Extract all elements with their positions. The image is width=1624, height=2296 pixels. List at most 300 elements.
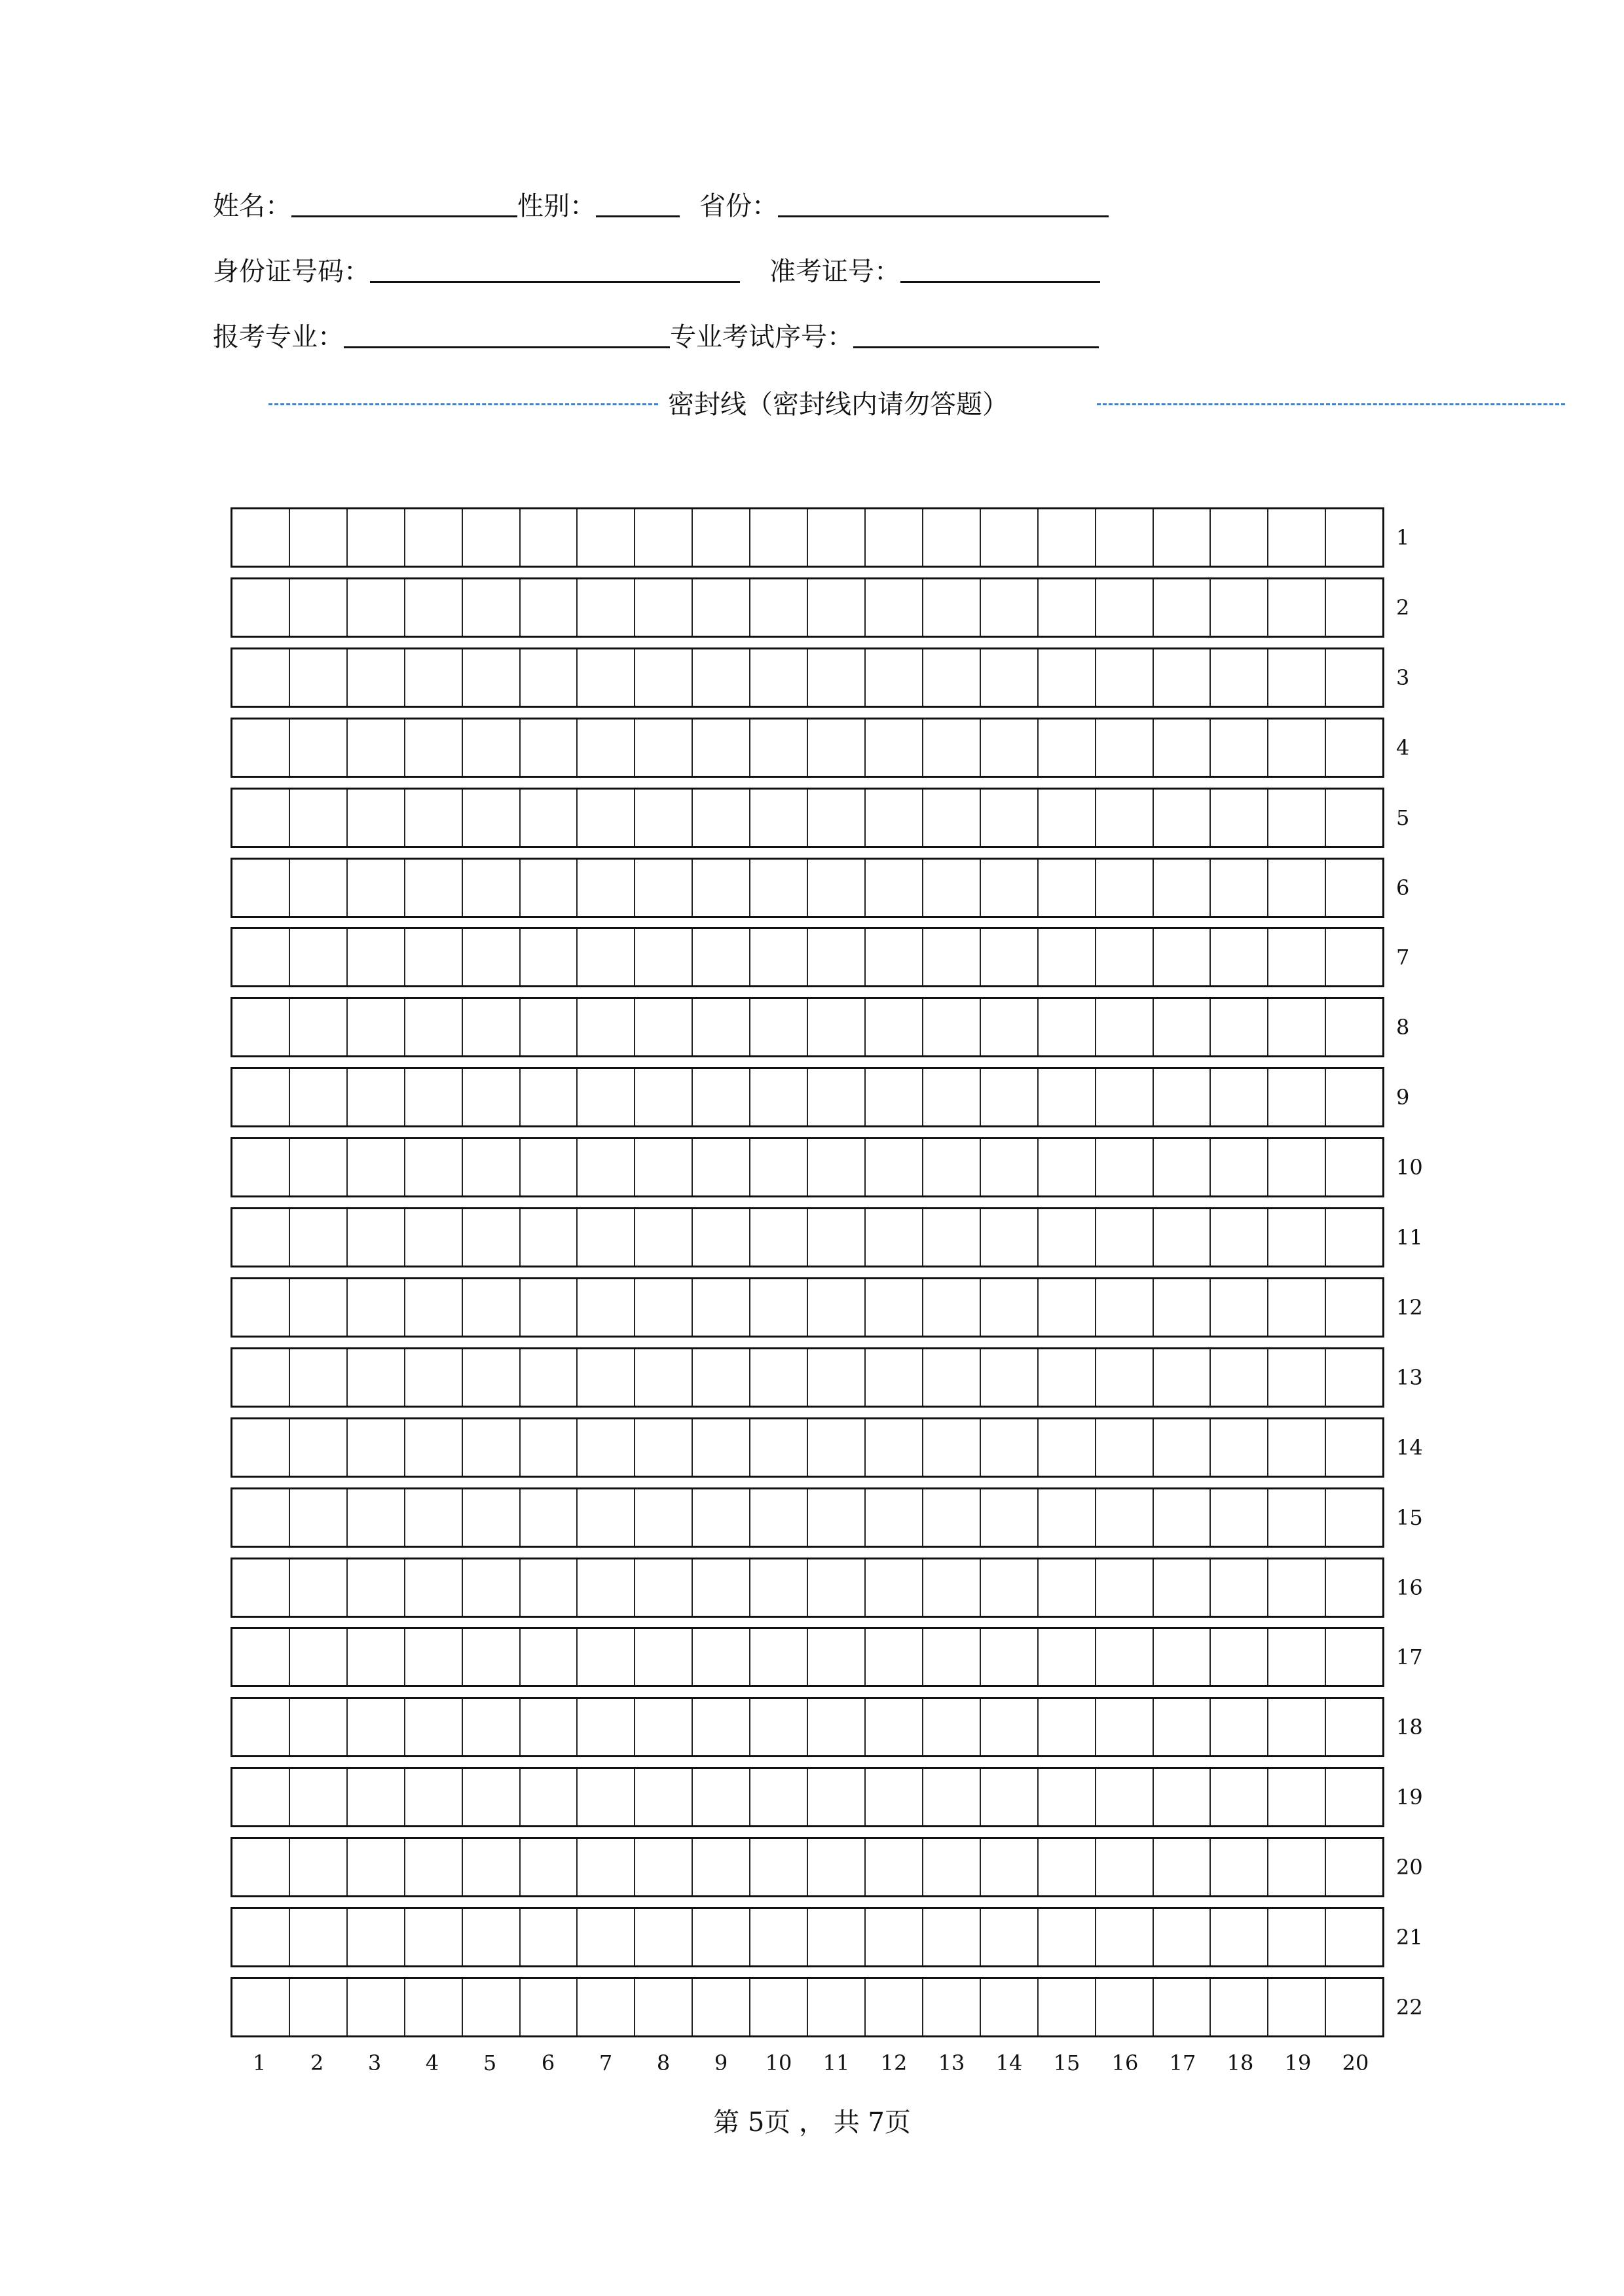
grid-cell[interactable] bbox=[923, 1629, 981, 1685]
grid-cell[interactable] bbox=[1039, 999, 1096, 1055]
grid-cell[interactable] bbox=[981, 1699, 1039, 1755]
grid-cell[interactable] bbox=[463, 1839, 521, 1895]
grid-cell[interactable] bbox=[1039, 1139, 1096, 1195]
grid-cell[interactable] bbox=[1326, 1839, 1382, 1895]
grid-cell[interactable] bbox=[290, 999, 348, 1055]
grid-cell[interactable] bbox=[750, 1559, 808, 1616]
grid-cell[interactable] bbox=[635, 1559, 693, 1616]
grid-cell[interactable] bbox=[578, 1069, 635, 1125]
grid-cell[interactable] bbox=[1268, 1139, 1326, 1195]
grid-cell[interactable] bbox=[866, 860, 923, 916]
grid-cell[interactable] bbox=[1154, 790, 1211, 846]
grid-cell[interactable] bbox=[1211, 579, 1268, 636]
grid-cell[interactable] bbox=[750, 509, 808, 566]
grid-cell[interactable] bbox=[1096, 1209, 1154, 1266]
grid-cell[interactable] bbox=[808, 509, 866, 566]
grid-cell[interactable] bbox=[405, 860, 463, 916]
grid-cell[interactable] bbox=[693, 649, 750, 706]
grid-cell[interactable] bbox=[750, 720, 808, 776]
grid-cell[interactable] bbox=[1326, 1699, 1382, 1755]
grid-cell[interactable] bbox=[1268, 1979, 1326, 2035]
grid-cell[interactable] bbox=[463, 1979, 521, 2035]
grid-cell[interactable] bbox=[290, 1769, 348, 1825]
grid-cell[interactable] bbox=[1211, 649, 1268, 706]
grid-cell[interactable] bbox=[1154, 1349, 1211, 1406]
grid-cell[interactable] bbox=[578, 1839, 635, 1895]
grid-cell[interactable] bbox=[405, 720, 463, 776]
grid-cell[interactable] bbox=[1268, 1699, 1326, 1755]
grid-cell[interactable] bbox=[1211, 999, 1268, 1055]
grid-cell[interactable] bbox=[750, 1419, 808, 1476]
grid-cell[interactable] bbox=[1268, 1629, 1326, 1685]
grid-cell[interactable] bbox=[693, 720, 750, 776]
grid-cell[interactable] bbox=[923, 509, 981, 566]
grid-cell[interactable] bbox=[463, 1279, 521, 1336]
grid-cell[interactable] bbox=[635, 1489, 693, 1546]
gender-field[interactable] bbox=[596, 215, 680, 217]
grid-cell[interactable] bbox=[866, 1559, 923, 1616]
grid-cell[interactable] bbox=[1039, 929, 1096, 985]
grid-cell[interactable] bbox=[290, 1209, 348, 1266]
grid-cell[interactable] bbox=[808, 1209, 866, 1266]
grid-cell[interactable] bbox=[981, 1769, 1039, 1825]
grid-cell[interactable] bbox=[1096, 1769, 1154, 1825]
grid-cell[interactable] bbox=[981, 509, 1039, 566]
grid-cell[interactable] bbox=[693, 929, 750, 985]
grid-cell[interactable] bbox=[808, 1349, 866, 1406]
grid-cell[interactable] bbox=[923, 860, 981, 916]
grid-cell[interactable] bbox=[866, 1909, 923, 1965]
grid-cell[interactable] bbox=[463, 1909, 521, 1965]
grid-cell[interactable] bbox=[232, 1489, 290, 1546]
grid-cell[interactable] bbox=[232, 1559, 290, 1616]
grid-cell[interactable] bbox=[1211, 929, 1268, 985]
grid-cell[interactable] bbox=[578, 929, 635, 985]
grid-cell[interactable] bbox=[405, 1489, 463, 1546]
grid-cell[interactable] bbox=[1039, 1559, 1096, 1616]
grid-cell[interactable] bbox=[463, 790, 521, 846]
grid-cell[interactable] bbox=[693, 1209, 750, 1266]
grid-cell[interactable] bbox=[1326, 790, 1382, 846]
grid-cell[interactable] bbox=[635, 1139, 693, 1195]
grid-cell[interactable] bbox=[232, 999, 290, 1055]
grid-cell[interactable] bbox=[981, 1839, 1039, 1895]
grid-cell[interactable] bbox=[1096, 999, 1154, 1055]
grid-cell[interactable] bbox=[981, 1419, 1039, 1476]
grid-cell[interactable] bbox=[1154, 1629, 1211, 1685]
grid-cell[interactable] bbox=[1154, 1069, 1211, 1125]
grid-cell[interactable] bbox=[463, 1139, 521, 1195]
grid-cell[interactable] bbox=[232, 649, 290, 706]
grid-cell[interactable] bbox=[808, 1769, 866, 1825]
grid-cell[interactable] bbox=[693, 1279, 750, 1336]
grid-cell[interactable] bbox=[348, 649, 405, 706]
grid-cell[interactable] bbox=[750, 1769, 808, 1825]
grid-cell[interactable] bbox=[1268, 999, 1326, 1055]
grid-cell[interactable] bbox=[463, 649, 521, 706]
grid-cell[interactable] bbox=[290, 1909, 348, 1965]
grid-cell[interactable] bbox=[635, 1419, 693, 1476]
grid-cell[interactable] bbox=[521, 1069, 578, 1125]
grid-cell[interactable] bbox=[981, 720, 1039, 776]
grid-cell[interactable] bbox=[808, 1629, 866, 1685]
grid-cell[interactable] bbox=[578, 1349, 635, 1406]
grid-cell[interactable] bbox=[463, 1349, 521, 1406]
grid-cell[interactable] bbox=[463, 999, 521, 1055]
grid-cell[interactable] bbox=[521, 1489, 578, 1546]
grid-cell[interactable] bbox=[693, 579, 750, 636]
grid-cell[interactable] bbox=[1039, 1699, 1096, 1755]
grid-cell[interactable] bbox=[578, 1769, 635, 1825]
grid-cell[interactable] bbox=[521, 860, 578, 916]
grid-cell[interactable] bbox=[578, 860, 635, 916]
grid-cell[interactable] bbox=[808, 860, 866, 916]
grid-cell[interactable] bbox=[808, 1979, 866, 2035]
grid-cell[interactable] bbox=[405, 1699, 463, 1755]
grid-cell[interactable] bbox=[866, 999, 923, 1055]
grid-cell[interactable] bbox=[348, 1349, 405, 1406]
grid-cell[interactable] bbox=[521, 1979, 578, 2035]
grid-cell[interactable] bbox=[521, 649, 578, 706]
grid-cell[interactable] bbox=[1096, 1279, 1154, 1336]
grid-cell[interactable] bbox=[1268, 1419, 1326, 1476]
grid-cell[interactable] bbox=[981, 1489, 1039, 1546]
grid-cell[interactable] bbox=[1096, 860, 1154, 916]
grid-cell[interactable] bbox=[1211, 1769, 1268, 1825]
grid-cell[interactable] bbox=[348, 1559, 405, 1616]
grid-cell[interactable] bbox=[923, 1559, 981, 1616]
grid-cell[interactable] bbox=[1096, 1349, 1154, 1406]
grid-cell[interactable] bbox=[981, 579, 1039, 636]
grid-cell[interactable] bbox=[635, 1839, 693, 1895]
grid-cell[interactable] bbox=[290, 720, 348, 776]
grid-cell[interactable] bbox=[348, 1279, 405, 1336]
grid-cell[interactable] bbox=[348, 1419, 405, 1476]
grid-cell[interactable] bbox=[693, 509, 750, 566]
grid-cell[interactable] bbox=[923, 1979, 981, 2035]
grid-cell[interactable] bbox=[1268, 1769, 1326, 1825]
grid-cell[interactable] bbox=[232, 1069, 290, 1125]
grid-cell[interactable] bbox=[1326, 1979, 1382, 2035]
grid-cell[interactable] bbox=[693, 1069, 750, 1125]
grid-cell[interactable] bbox=[1268, 509, 1326, 566]
grid-cell[interactable] bbox=[348, 1629, 405, 1685]
grid-cell[interactable] bbox=[578, 790, 635, 846]
grid-cell[interactable] bbox=[1039, 860, 1096, 916]
grid-cell[interactable] bbox=[1326, 1489, 1382, 1546]
grid-cell[interactable] bbox=[1154, 1489, 1211, 1546]
grid-cell[interactable] bbox=[693, 1839, 750, 1895]
grid-cell[interactable] bbox=[1211, 1419, 1268, 1476]
grid-cell[interactable] bbox=[521, 1909, 578, 1965]
grid-cell[interactable] bbox=[750, 1279, 808, 1336]
grid-cell[interactable] bbox=[866, 1979, 923, 2035]
grid-cell[interactable] bbox=[1096, 579, 1154, 636]
grid-cell[interactable] bbox=[1211, 1139, 1268, 1195]
province-field[interactable] bbox=[778, 215, 1109, 217]
grid-cell[interactable] bbox=[750, 999, 808, 1055]
grid-cell[interactable] bbox=[1154, 1699, 1211, 1755]
grid-cell[interactable] bbox=[521, 1139, 578, 1195]
grid-cell[interactable] bbox=[866, 1629, 923, 1685]
grid-cell[interactable] bbox=[1096, 1979, 1154, 2035]
grid-cell[interactable] bbox=[405, 1209, 463, 1266]
grid-cell[interactable] bbox=[981, 1559, 1039, 1616]
grid-cell[interactable] bbox=[923, 1069, 981, 1125]
grid-cell[interactable] bbox=[635, 1769, 693, 1825]
grid-cell[interactable] bbox=[348, 929, 405, 985]
grid-cell[interactable] bbox=[1039, 720, 1096, 776]
grid-cell[interactable] bbox=[405, 1069, 463, 1125]
grid-cell[interactable] bbox=[693, 1979, 750, 2035]
grid-cell[interactable] bbox=[981, 649, 1039, 706]
grid-cell[interactable] bbox=[521, 509, 578, 566]
grid-cell[interactable] bbox=[1268, 649, 1326, 706]
grid-cell[interactable] bbox=[1154, 1279, 1211, 1336]
grid-cell[interactable] bbox=[750, 929, 808, 985]
grid-cell[interactable] bbox=[693, 1699, 750, 1755]
grid-cell[interactable] bbox=[348, 1909, 405, 1965]
grid-cell[interactable] bbox=[1154, 860, 1211, 916]
grid-cell[interactable] bbox=[232, 720, 290, 776]
grid-cell[interactable] bbox=[981, 929, 1039, 985]
grid-cell[interactable] bbox=[521, 1279, 578, 1336]
grid-cell[interactable] bbox=[521, 1209, 578, 1266]
grid-cell[interactable] bbox=[1096, 1139, 1154, 1195]
grid-cell[interactable] bbox=[463, 1629, 521, 1685]
grid-cell[interactable] bbox=[578, 1629, 635, 1685]
grid-cell[interactable] bbox=[1326, 1629, 1382, 1685]
grid-cell[interactable] bbox=[578, 579, 635, 636]
grid-cell[interactable] bbox=[635, 1349, 693, 1406]
grid-cell[interactable] bbox=[981, 1209, 1039, 1266]
grid-cell[interactable] bbox=[1268, 1909, 1326, 1965]
grid-cell[interactable] bbox=[1268, 579, 1326, 636]
grid-cell[interactable] bbox=[290, 1979, 348, 2035]
grid-cell[interactable] bbox=[1211, 1629, 1268, 1685]
grid-cell[interactable] bbox=[1096, 1839, 1154, 1895]
grid-cell[interactable] bbox=[808, 1069, 866, 1125]
grid-cell[interactable] bbox=[1154, 1839, 1211, 1895]
grid-cell[interactable] bbox=[1096, 1559, 1154, 1616]
grid-cell[interactable] bbox=[1326, 999, 1382, 1055]
grid-cell[interactable] bbox=[1268, 1489, 1326, 1546]
grid-cell[interactable] bbox=[348, 1489, 405, 1546]
grid-cell[interactable] bbox=[866, 649, 923, 706]
grid-cell[interactable] bbox=[232, 1279, 290, 1336]
grid-cell[interactable] bbox=[1096, 1419, 1154, 1476]
grid-cell[interactable] bbox=[1154, 1559, 1211, 1616]
grid-cell[interactable] bbox=[290, 860, 348, 916]
grid-cell[interactable] bbox=[808, 1139, 866, 1195]
grid-cell[interactable] bbox=[232, 1979, 290, 2035]
grid-cell[interactable] bbox=[923, 1139, 981, 1195]
grid-cell[interactable] bbox=[1039, 1489, 1096, 1546]
grid-cell[interactable] bbox=[348, 1209, 405, 1266]
grid-cell[interactable] bbox=[1268, 1839, 1326, 1895]
grid-cell[interactable] bbox=[578, 1559, 635, 1616]
grid-cell[interactable] bbox=[521, 1419, 578, 1476]
grid-cell[interactable] bbox=[1039, 509, 1096, 566]
grid-cell[interactable] bbox=[923, 720, 981, 776]
grid-cell[interactable] bbox=[808, 1909, 866, 1965]
grid-cell[interactable] bbox=[1211, 720, 1268, 776]
grid-cell[interactable] bbox=[750, 1839, 808, 1895]
grid-cell[interactable] bbox=[693, 790, 750, 846]
grid-cell[interactable] bbox=[463, 1069, 521, 1125]
grid-cell[interactable] bbox=[750, 1209, 808, 1266]
grid-cell[interactable] bbox=[1154, 1419, 1211, 1476]
grid-cell[interactable] bbox=[232, 860, 290, 916]
grid-cell[interactable] bbox=[693, 1629, 750, 1685]
grid-cell[interactable] bbox=[348, 1769, 405, 1825]
grid-cell[interactable] bbox=[290, 790, 348, 846]
grid-cell[interactable] bbox=[923, 1489, 981, 1546]
grid-cell[interactable] bbox=[290, 649, 348, 706]
grid-cell[interactable] bbox=[1326, 720, 1382, 776]
grid-cell[interactable] bbox=[808, 579, 866, 636]
grid-cell[interactable] bbox=[348, 1839, 405, 1895]
grid-cell[interactable] bbox=[463, 579, 521, 636]
grid-cell[interactable] bbox=[232, 1629, 290, 1685]
grid-cell[interactable] bbox=[405, 649, 463, 706]
grid-cell[interactable] bbox=[1154, 999, 1211, 1055]
grid-cell[interactable] bbox=[578, 1909, 635, 1965]
grid-cell[interactable] bbox=[808, 649, 866, 706]
grid-cell[interactable] bbox=[1268, 1349, 1326, 1406]
grid-cell[interactable] bbox=[521, 1769, 578, 1825]
grid-cell[interactable] bbox=[923, 1699, 981, 1755]
grid-cell[interactable] bbox=[923, 1279, 981, 1336]
grid-cell[interactable] bbox=[866, 1139, 923, 1195]
grid-cell[interactable] bbox=[866, 1069, 923, 1125]
grid-cell[interactable] bbox=[750, 1069, 808, 1125]
grid-cell[interactable] bbox=[290, 509, 348, 566]
grid-cell[interactable] bbox=[750, 1979, 808, 2035]
grid-cell[interactable] bbox=[1326, 860, 1382, 916]
grid-cell[interactable] bbox=[1326, 1559, 1382, 1616]
grid-cell[interactable] bbox=[405, 999, 463, 1055]
grid-cell[interactable] bbox=[1039, 1349, 1096, 1406]
grid-cell[interactable] bbox=[1268, 1069, 1326, 1125]
grid-cell[interactable] bbox=[1096, 509, 1154, 566]
grid-cell[interactable] bbox=[348, 1979, 405, 2035]
grid-cell[interactable] bbox=[1154, 929, 1211, 985]
grid-cell[interactable] bbox=[981, 860, 1039, 916]
grid-cell[interactable] bbox=[578, 720, 635, 776]
grid-cell[interactable] bbox=[635, 509, 693, 566]
grid-cell[interactable] bbox=[1154, 1769, 1211, 1825]
grid-cell[interactable] bbox=[923, 1769, 981, 1825]
grid-cell[interactable] bbox=[808, 1559, 866, 1616]
grid-cell[interactable] bbox=[521, 999, 578, 1055]
grid-cell[interactable] bbox=[981, 1139, 1039, 1195]
grid-cell[interactable] bbox=[1211, 1069, 1268, 1125]
grid-cell[interactable] bbox=[1211, 1909, 1268, 1965]
grid-cell[interactable] bbox=[232, 1769, 290, 1825]
grid-cell[interactable] bbox=[808, 1839, 866, 1895]
grid-cell[interactable] bbox=[348, 860, 405, 916]
grid-cell[interactable] bbox=[463, 720, 521, 776]
grid-cell[interactable] bbox=[578, 1699, 635, 1755]
grid-cell[interactable] bbox=[578, 999, 635, 1055]
sequence-field[interactable] bbox=[853, 346, 1099, 348]
grid-cell[interactable] bbox=[348, 999, 405, 1055]
grid-cell[interactable] bbox=[693, 1559, 750, 1616]
grid-cell[interactable] bbox=[405, 1629, 463, 1685]
grid-cell[interactable] bbox=[693, 1419, 750, 1476]
grid-cell[interactable] bbox=[290, 1419, 348, 1476]
grid-cell[interactable] bbox=[1039, 649, 1096, 706]
grid-cell[interactable] bbox=[1268, 860, 1326, 916]
grid-cell[interactable] bbox=[866, 1209, 923, 1266]
ticket-number-field[interactable] bbox=[900, 281, 1100, 283]
grid-cell[interactable] bbox=[635, 1209, 693, 1266]
grid-cell[interactable] bbox=[578, 1979, 635, 2035]
grid-cell[interactable] bbox=[1154, 509, 1211, 566]
grid-cell[interactable] bbox=[923, 1349, 981, 1406]
grid-cell[interactable] bbox=[1039, 1629, 1096, 1685]
grid-cell[interactable] bbox=[405, 1909, 463, 1965]
grid-cell[interactable] bbox=[635, 929, 693, 985]
grid-cell[interactable] bbox=[290, 1839, 348, 1895]
grid-cell[interactable] bbox=[1039, 1769, 1096, 1825]
grid-cell[interactable] bbox=[981, 1629, 1039, 1685]
grid-cell[interactable] bbox=[1039, 1839, 1096, 1895]
grid-cell[interactable] bbox=[405, 1349, 463, 1406]
grid-cell[interactable] bbox=[1096, 649, 1154, 706]
grid-cell[interactable] bbox=[866, 1699, 923, 1755]
grid-cell[interactable] bbox=[981, 1349, 1039, 1406]
grid-cell[interactable] bbox=[1326, 1209, 1382, 1266]
grid-cell[interactable] bbox=[1268, 720, 1326, 776]
grid-cell[interactable] bbox=[750, 1909, 808, 1965]
grid-cell[interactable] bbox=[521, 1699, 578, 1755]
grid-cell[interactable] bbox=[1211, 860, 1268, 916]
grid-cell[interactable] bbox=[808, 929, 866, 985]
grid-cell[interactable] bbox=[463, 1419, 521, 1476]
grid-cell[interactable] bbox=[290, 1699, 348, 1755]
grid-cell[interactable] bbox=[348, 790, 405, 846]
grid-cell[interactable] bbox=[521, 1629, 578, 1685]
name-field[interactable] bbox=[291, 215, 517, 217]
grid-cell[interactable] bbox=[1154, 1209, 1211, 1266]
grid-cell[interactable] bbox=[693, 860, 750, 916]
grid-cell[interactable] bbox=[1211, 1279, 1268, 1336]
grid-cell[interactable] bbox=[635, 999, 693, 1055]
grid-cell[interactable] bbox=[981, 1979, 1039, 2035]
grid-cell[interactable] bbox=[1326, 1769, 1382, 1825]
grid-cell[interactable] bbox=[1039, 1909, 1096, 1965]
grid-cell[interactable] bbox=[578, 1279, 635, 1336]
grid-cell[interactable] bbox=[1039, 579, 1096, 636]
grid-cell[interactable] bbox=[1154, 1979, 1211, 2035]
grid-cell[interactable] bbox=[405, 1559, 463, 1616]
grid-cell[interactable] bbox=[1039, 1069, 1096, 1125]
grid-cell[interactable] bbox=[348, 579, 405, 636]
grid-cell[interactable] bbox=[232, 1909, 290, 1965]
grid-cell[interactable] bbox=[578, 1209, 635, 1266]
grid-cell[interactable] bbox=[290, 1069, 348, 1125]
grid-cell[interactable] bbox=[750, 1349, 808, 1406]
grid-cell[interactable] bbox=[1268, 1559, 1326, 1616]
grid-cell[interactable] bbox=[578, 509, 635, 566]
grid-cell[interactable] bbox=[578, 1419, 635, 1476]
grid-cell[interactable] bbox=[866, 1279, 923, 1336]
grid-cell[interactable] bbox=[463, 860, 521, 916]
grid-cell[interactable] bbox=[1154, 720, 1211, 776]
grid-cell[interactable] bbox=[693, 1909, 750, 1965]
